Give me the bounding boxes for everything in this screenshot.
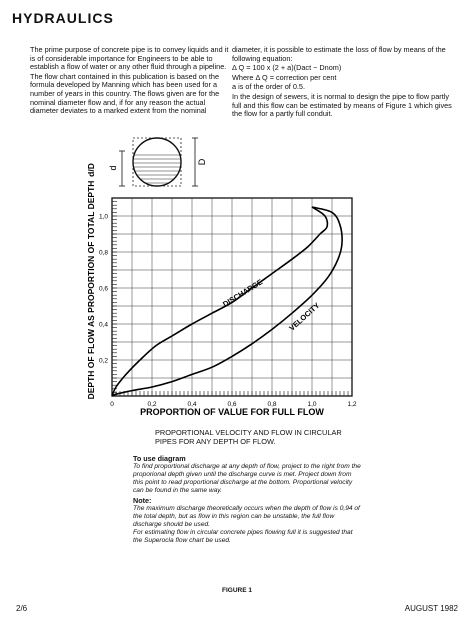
- figure-label: FIGURE 1: [222, 587, 252, 594]
- series-label-discharge: DISCHARGE: [221, 277, 265, 309]
- paragraph: diameter, it is possible to estimate the loss of flow by means of the following equation:: [232, 45, 446, 63]
- paragraph: a is of the order of 0.5.: [232, 82, 306, 92]
- figure-caption: PROPORTIONAL VELOCITY AND FLOW IN CIRCULAR PIPES FOR ANY DEPTH OF FLOW.: [155, 428, 342, 446]
- y-tick-label: 0,2: [98, 357, 108, 365]
- y-tick-label: 0,4: [98, 321, 108, 329]
- page-header: HYDRAULICS: [12, 10, 114, 26]
- y-axis-title: DEPTH OF FLOW AS PROPORTION OF TOTAL DEPTH: [86, 180, 96, 400]
- note-text-2: For estimating flow in circular concrete pipes flowing full it is suggested that the Superocla flow chart be used.: [133, 529, 353, 544]
- series-line-discharge: [112, 207, 327, 396]
- x-tick-label: 0,2: [147, 401, 157, 408]
- page-number: 2/6: [16, 604, 28, 613]
- note-text: The maximum discharge theoretically occurs when the depth of flow is 0,94 of the total depth, but as flow in this region can be unstable, the full flow discharge should be used.: [133, 505, 360, 528]
- note-heading: Note:: [133, 496, 152, 505]
- large-d-label: D: [197, 158, 207, 166]
- paragraph: Where Δ Q = correction per cent: [232, 72, 337, 82]
- series-label-velocity: VELOCITY: [287, 300, 322, 333]
- x-axis-title: PROPORTION OF VALUE FOR FULL FLOW: [140, 407, 324, 417]
- plot-area: [99, 198, 357, 408]
- use-text: To find proportional discharge at any depth of flow, project to the right from the proporional depth given until the discharge curve is met. Project down from this point to read proportional discharge at the bottom. Proportional velocity can be found in the same way.: [133, 463, 361, 494]
- paragraph: The flow chart contained in this publication is based on the formula developed by Manning which has been used for a number of years in this country. The flows given are for the nominal diameter flow and, if for any reason the actual diameter deviates to a marked extent from the nominal: [30, 71, 220, 116]
- x-tick-label: 0,6: [227, 401, 237, 408]
- x-tick-label: 0,8: [267, 401, 277, 408]
- usage-notes: [133, 453, 363, 545]
- y-tick-label: 1,0: [98, 213, 108, 221]
- x-tick-label: 1,0: [307, 401, 317, 408]
- x-tick-label: 0,4: [187, 401, 197, 408]
- x-tick-label: 1,2: [347, 401, 357, 408]
- use-heading: To use diagram: [133, 454, 186, 463]
- small-d-label: d: [108, 165, 118, 171]
- y-axis-superscript: d/D: [86, 163, 96, 177]
- paragraph: The prime purpose of concrete pipe is to convey liquids and it is of considerable importance for Engineers to be able to establish a flow of water or any other fluid through a pipeline.: [30, 45, 229, 72]
- publication-date: AUGUST 1982: [404, 604, 458, 613]
- y-tick-label: 0,6: [98, 285, 108, 293]
- y-tick-label: 0,8: [98, 249, 108, 257]
- equation: Δ Q = 100 x (2 + a)(Dact − Dnom): [232, 63, 342, 73]
- pipe-section-diagram: [108, 138, 207, 186]
- x-tick-label: 0: [110, 401, 114, 408]
- paragraph: In the design of sewers, it is normal to design the pipe to flow partly full and this flow can be estimated by means of Figure 1 which gives the flow for a partly full conduit.: [232, 91, 452, 119]
